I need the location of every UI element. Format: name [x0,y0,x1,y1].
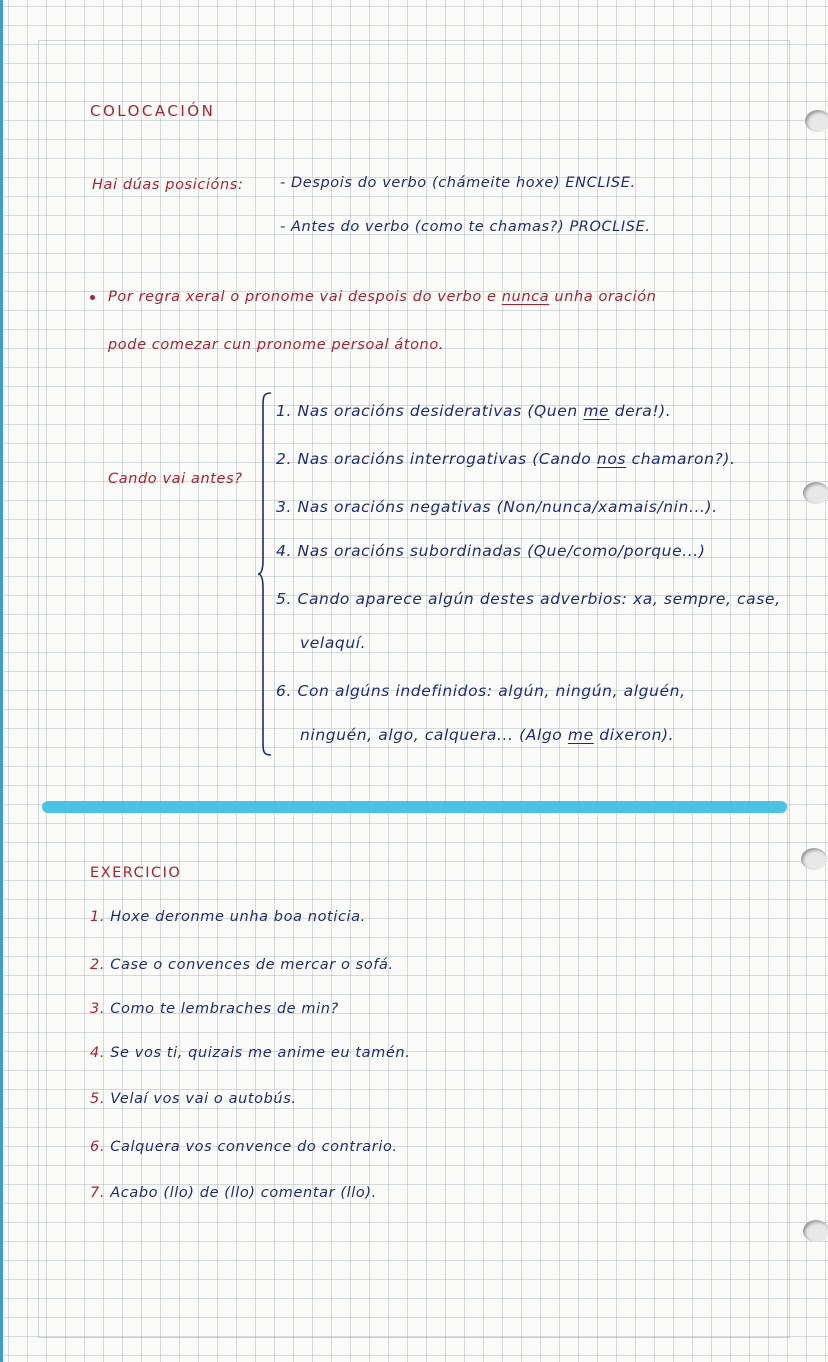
item-text: 1. Nas oracións desiderativas (Quen [276,402,584,420]
item-text: dixeron). [593,726,675,744]
list-item-continuation: velaquí. [300,634,367,652]
curly-brace-icon [258,392,272,756]
exercise-number: 7. [90,1185,106,1201]
position-text: - Antes do verbo (como te chamas?) [280,219,570,235]
exercise-item [90,1046,410,1061]
position-text: - Despois do verbo (chámeite hoxe) [280,175,566,191]
item-text: ninguén, algo, calquera... (Algo [300,726,568,744]
binder-hole [801,848,827,870]
position-proclise [280,220,651,235]
rule-emphasis: nunca [501,289,550,305]
list-item: 6. Con algúns indefinidos: algún, ningún, alguén, [276,682,686,700]
exercise-text: Hoxe deronme unha boa noticia. [105,909,366,925]
exercise-text: Calquera vos convence do contrario. [105,1139,398,1155]
item-text: dera!). [609,402,672,420]
list-item: 4. Nas oracións subordinadas (Que/como/porque...) [276,542,706,560]
highlighter-divider [42,801,787,813]
position-enclise [280,176,636,191]
list-item: 3. Nas oracións negativas (Non/nunca/xamais/nin...). [276,498,718,516]
item-underlined: me [567,726,594,744]
exercise-item [90,958,394,973]
exercise-text: Como te lembraches de min? [105,1001,339,1017]
exercise-number: 4. [90,1045,106,1061]
exercise-number: 5. [90,1091,106,1107]
rule-text: unha oración [549,289,657,305]
item-text: chamaron?). [626,450,736,468]
positions-label: Hai dúas posicións: [92,177,244,193]
exercise-number: 1. [90,909,106,925]
bullet-dot [90,295,95,300]
rule-line-2: pode comezar cun pronome persoal átono. [108,337,445,353]
rule-line-1 [108,290,656,305]
exercise-text: Velaí vos vai o autobús. [105,1091,297,1107]
binder-hole [805,110,828,132]
item-text: 2. Nas oracións interrogativas (Cando [276,450,597,468]
binder-hole [803,482,828,504]
exercise-title: EXERCICIO [90,865,182,881]
position-term: PROCLISE. [569,219,651,235]
list-item-continuation [300,728,674,744]
list-item [276,452,736,468]
exercise-text: Case o convences de mercar o sofá. [105,957,394,973]
page-title: COLOCACIÓN [90,102,216,120]
position-term: ENCLISE. [565,175,636,191]
item-underlined: nos [596,450,627,468]
when-before-label: Cando vai antes? [108,471,243,487]
exercise-text: Acabo (llo) de (llo) comentar (llo). [105,1185,377,1201]
page-edge [0,0,3,1362]
exercise-item [90,910,366,925]
exercise-item [90,1002,339,1017]
item-underlined: me [583,402,610,420]
exercise-number: 3. [90,1001,106,1017]
exercise-number: 6. [90,1139,106,1155]
list-item: 5. Cando aparece algún destes adverbios: xa, sempre, case, [276,590,781,608]
exercise-item [90,1140,398,1155]
list-item [276,404,671,420]
exercise-number: 2. [90,957,106,973]
exercise-text: Se vos ti, quizais me anime eu tamén. [105,1045,411,1061]
binder-hole [803,1220,828,1242]
rule-text: Por regra xeral o pronome vai despois do verbo e [108,289,502,305]
exercise-item [90,1186,377,1201]
exercise-item [90,1092,297,1107]
